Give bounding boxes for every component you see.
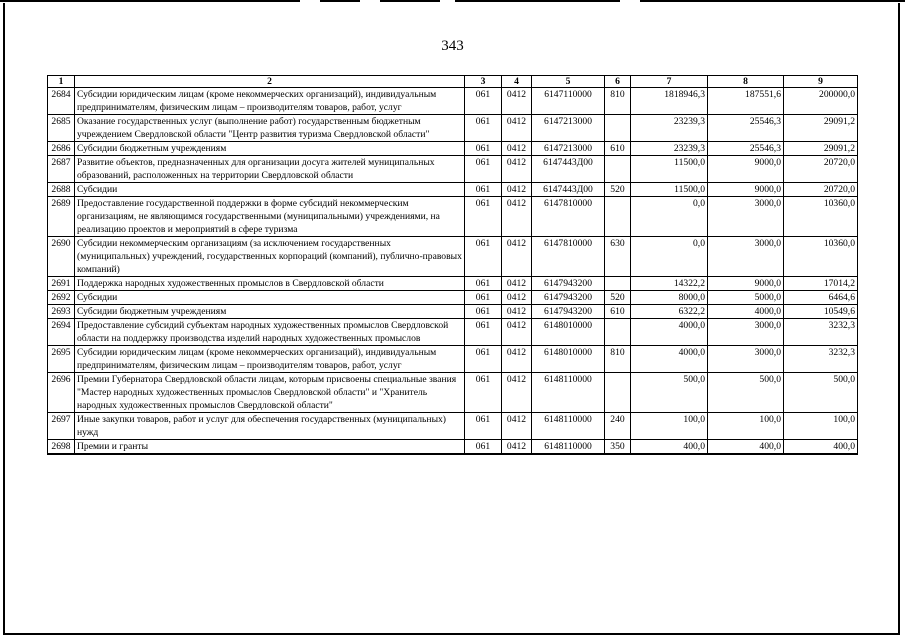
amount-col9: 10549,6 (784, 305, 858, 319)
amount-col7: 500,0 (631, 373, 708, 413)
row-number: 2692 (48, 291, 75, 305)
amount-col9: 3232,3 (784, 319, 858, 346)
target-article-code: 6147810000 (532, 237, 605, 277)
row-number: 2694 (48, 319, 75, 346)
amount-col8: 4000,0 (708, 305, 784, 319)
section-code: 0412 (502, 142, 532, 156)
section-code: 0412 (502, 237, 532, 277)
amount-col8: 3000,0 (708, 346, 784, 373)
row-name: Субсидии (75, 183, 465, 197)
amount-col9: 10360,0 (784, 237, 858, 277)
table-row (48, 373, 858, 413)
amount-col7: 0,0 (631, 197, 708, 237)
section-code: 0412 (502, 373, 532, 413)
section-code: 0412 (502, 115, 532, 142)
amount-col8: 9000,0 (708, 277, 784, 291)
column-header: 3 (465, 76, 502, 88)
amount-col9: 29091,2 (784, 142, 858, 156)
section-code: 0412 (502, 305, 532, 319)
row-number: 2698 (48, 440, 75, 455)
table-row (48, 277, 858, 291)
target-article-code: 6147943200 (532, 277, 605, 291)
target-article-code: 6148010000 (532, 346, 605, 373)
target-article-code: 6148010000 (532, 319, 605, 346)
amount-col7: 1818946,3 (631, 88, 708, 115)
amount-col7: 23239,3 (631, 115, 708, 142)
amount-col8: 9000,0 (708, 156, 784, 183)
amount-col9: 29091,2 (784, 115, 858, 142)
row-number: 2695 (48, 346, 75, 373)
scan-edge-line (0, 0, 300, 2)
ministry-code: 061 (465, 237, 502, 277)
row-name: Субсидии юридическим лицам (кроме некоммерческих организаций), индивидуальным предпринимателям, физическим лицам – производителям товаров, работ, услуг (75, 346, 465, 373)
ministry-code: 061 (465, 373, 502, 413)
row-number: 2690 (48, 237, 75, 277)
amount-col8: 187551,6 (708, 88, 784, 115)
scan-edge-line (455, 0, 620, 2)
row-number: 2684 (48, 88, 75, 115)
amount-col9: 200000,0 (784, 88, 858, 115)
row-name: Предоставление субсидий субъектам народных художественных промыслов Свердловской области на поддержку производства изделий народных художественных промыслов (75, 319, 465, 346)
row-name: Субсидии юридическим лицам (кроме некоммерческих организаций), индивидуальным предпринимателям, физическим лицам – производителям товаров, работ, услуг (75, 88, 465, 115)
section-code: 0412 (502, 319, 532, 346)
row-number: 2696 (48, 373, 75, 413)
expense-type-code: 810 (605, 88, 631, 115)
table-row (48, 237, 858, 277)
ministry-code: 061 (465, 319, 502, 346)
table-header-row (48, 76, 858, 88)
column-header: 4 (502, 76, 532, 88)
expense-type-code (605, 156, 631, 183)
ministry-code: 061 (465, 291, 502, 305)
table-row (48, 197, 858, 237)
expense-type-code: 240 (605, 413, 631, 440)
column-header: 6 (605, 76, 631, 88)
row-number: 2686 (48, 142, 75, 156)
amount-col7: 6322,2 (631, 305, 708, 319)
amount-col7: 4000,0 (631, 319, 708, 346)
amount-col7: 11500,0 (631, 156, 708, 183)
row-name: Иные закупки товаров, работ и услуг для обеспечения государственных (муниципальных) нужд (75, 413, 465, 440)
target-article-code: 6148110000 (532, 440, 605, 455)
table-row (48, 413, 858, 440)
amount-col7: 8000,0 (631, 291, 708, 305)
amount-col7: 100,0 (631, 413, 708, 440)
table-row (48, 291, 858, 305)
amount-col9: 10360,0 (784, 197, 858, 237)
expense-type-code (605, 277, 631, 291)
row-number: 2687 (48, 156, 75, 183)
target-article-code: 6147213000 (532, 142, 605, 156)
table-row (48, 440, 858, 455)
amount-col9: 6464,6 (784, 291, 858, 305)
column-header: 8 (708, 76, 784, 88)
section-code: 0412 (502, 346, 532, 373)
section-code: 0412 (502, 197, 532, 237)
ministry-code: 061 (465, 88, 502, 115)
target-article-code: 6147213000 (532, 115, 605, 142)
ministry-code: 061 (465, 440, 502, 455)
ministry-code: 061 (465, 142, 502, 156)
target-article-code: 6147943200 (532, 291, 605, 305)
row-number: 2693 (48, 305, 75, 319)
row-name: Премии и гранты (75, 440, 465, 455)
row-name: Предоставление государственной поддержки в форме субсидий некоммерческим организациям, не являющимся государственными (муниципальными) учреждениями, на реализацию проектов и мероприятий в сфере туризма (75, 197, 465, 237)
ministry-code: 061 (465, 413, 502, 440)
row-name: Субсидии бюджетным учреждениям (75, 142, 465, 156)
row-number: 2691 (48, 277, 75, 291)
row-number: 2688 (48, 183, 75, 197)
column-header: 9 (784, 76, 858, 88)
amount-col9: 3232,3 (784, 346, 858, 373)
amount-col9: 400,0 (784, 440, 858, 455)
row-name: Субсидии некоммерческим организациям (за исключением государственных (муниципальных) учреждений, государственных корпораций (компаний), публично-правовых компаний) (75, 237, 465, 277)
amount-col7: 11500,0 (631, 183, 708, 197)
amount-col8: 25546,3 (708, 115, 784, 142)
expense-type-code (605, 197, 631, 237)
amount-col8: 3000,0 (708, 197, 784, 237)
scan-edge-line (380, 0, 440, 2)
amount-col7: 23239,3 (631, 142, 708, 156)
ministry-code: 061 (465, 346, 502, 373)
ministry-code: 061 (465, 305, 502, 319)
expense-type-code (605, 115, 631, 142)
target-article-code: 6147110000 (532, 88, 605, 115)
amount-col8: 3000,0 (708, 237, 784, 277)
amount-col9: 20720,0 (784, 183, 858, 197)
expense-type-code (605, 319, 631, 346)
table-row (48, 156, 858, 183)
amount-col9: 500,0 (784, 373, 858, 413)
row-number: 2689 (48, 197, 75, 237)
amount-col8: 9000,0 (708, 183, 784, 197)
expense-type-code: 610 (605, 142, 631, 156)
target-article-code: 6147810000 (532, 197, 605, 237)
table-row (48, 305, 858, 319)
expense-type-code (605, 373, 631, 413)
row-name: Премии Губернатора Свердловской области лицам, которым присвоены специальные звания "Мастер народных художественных промыслов Свердловской области" и "Хранитель народных художественных промыслов Свердловской области" (75, 373, 465, 413)
amount-col8: 25546,3 (708, 142, 784, 156)
target-article-code: 6147443Д00 (532, 156, 605, 183)
expense-type-code: 350 (605, 440, 631, 455)
amount-col7: 4000,0 (631, 346, 708, 373)
table-row (48, 346, 858, 373)
table-row (48, 319, 858, 346)
ministry-code: 061 (465, 115, 502, 142)
section-code: 0412 (502, 413, 532, 440)
column-header: 7 (631, 76, 708, 88)
section-code: 0412 (502, 183, 532, 197)
amount-col9: 100,0 (784, 413, 858, 440)
section-code: 0412 (502, 291, 532, 305)
row-number: 2685 (48, 115, 75, 142)
target-article-code: 6148110000 (532, 373, 605, 413)
target-article-code: 6147443Д00 (532, 183, 605, 197)
row-name: Субсидии (75, 291, 465, 305)
ministry-code: 061 (465, 183, 502, 197)
table-row (48, 142, 858, 156)
table-row (48, 183, 858, 197)
budget-table (47, 75, 858, 455)
expense-type-code: 610 (605, 305, 631, 319)
expense-type-code: 520 (605, 183, 631, 197)
column-header: 5 (532, 76, 605, 88)
ministry-code: 061 (465, 197, 502, 237)
amount-col8: 3000,0 (708, 319, 784, 346)
target-article-code: 6148110000 (532, 413, 605, 440)
amount-col9: 17014,2 (784, 277, 858, 291)
amount-col9: 20720,0 (784, 156, 858, 183)
table-row (48, 88, 858, 115)
section-code: 0412 (502, 277, 532, 291)
column-header: 1 (48, 76, 75, 88)
row-name: Оказание государственных услуг (выполнение работ) государственным бюджетным учреждением Свердловской области "Центр развития туризма Свердловской области" (75, 115, 465, 142)
table-row (48, 115, 858, 142)
expense-type-code: 520 (605, 291, 631, 305)
row-name: Развитие объектов, предназначенных для организации досуга жителей муниципальных образований, расположенных на территории Свердловской области (75, 156, 465, 183)
scan-edge-line (320, 0, 360, 2)
column-header: 2 (75, 76, 465, 88)
page-number: 343 (441, 38, 464, 54)
expense-type-code: 810 (605, 346, 631, 373)
amount-col8: 5000,0 (708, 291, 784, 305)
section-code: 0412 (502, 88, 532, 115)
section-code: 0412 (502, 440, 532, 455)
ministry-code: 061 (465, 277, 502, 291)
amount-col8: 400,0 (708, 440, 784, 455)
ministry-code: 061 (465, 156, 502, 183)
amount-col7: 14322,2 (631, 277, 708, 291)
amount-col7: 400,0 (631, 440, 708, 455)
target-article-code: 6147943200 (532, 305, 605, 319)
row-name: Поддержка народных художественных промыслов в Свердловской области (75, 277, 465, 291)
section-code: 0412 (502, 156, 532, 183)
row-name: Субсидии бюджетным учреждениям (75, 305, 465, 319)
row-number: 2697 (48, 413, 75, 440)
amount-col8: 100,0 (708, 413, 784, 440)
expense-type-code: 630 (605, 237, 631, 277)
amount-col8: 500,0 (708, 373, 784, 413)
amount-col7: 0,0 (631, 237, 708, 277)
scan-edge-line (640, 0, 905, 2)
